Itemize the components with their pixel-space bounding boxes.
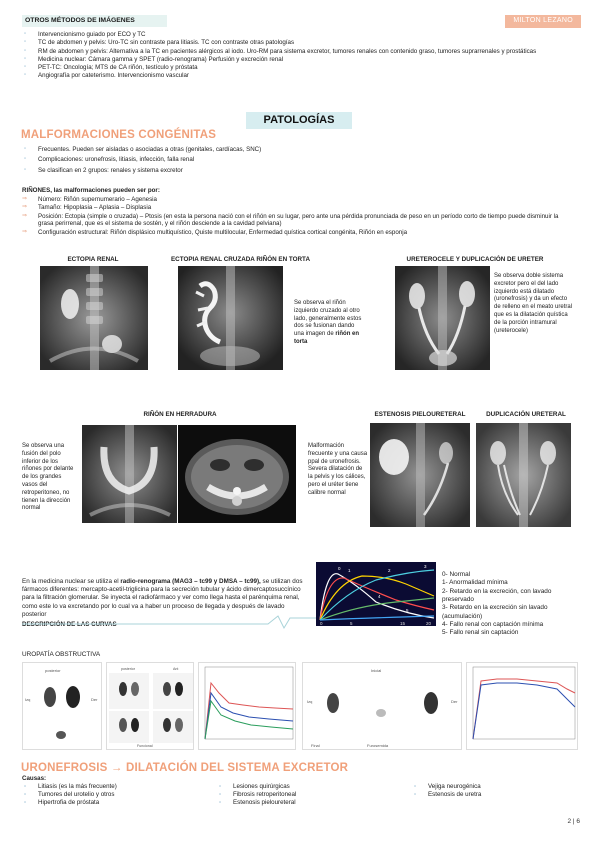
panel-label: Izq <box>307 699 313 704</box>
uropatia-title: UROPATÍA OBSTRUCTIVA <box>22 651 101 658</box>
section-title-otros-metodos: OTROS MÉTODOS DE IMÁGENES <box>22 15 167 27</box>
malformaciones-list <box>20 145 568 176</box>
panel-label: Furosemida <box>367 743 389 748</box>
scintigraphy-panel-3 <box>302 662 462 750</box>
note-emphasis: riñón en torta <box>294 331 360 345</box>
list-item: ▫ TC de abdomen y pelvis: Uro-TC sin contraste para litiasis. TC con contraste otras patologías <box>20 39 568 47</box>
panel-label: posterior <box>45 668 61 673</box>
list-item: ▫ Estenosis pieloureteral <box>215 799 410 807</box>
note-ureterocele: Se observa doble sistema excretor pero el del lado izquierdo está dilatado (uronefrosis) y da un efecto de relleno en el meato uretral que es la dilatación quística de la porción intramural (ureterocele) <box>494 273 573 334</box>
xray-image <box>395 266 490 370</box>
xray-ectopia-cruzada <box>178 266 283 370</box>
legend-item: 4- Fallo renal con captación mínima <box>442 620 544 628</box>
note-ectopia-cruzada <box>294 300 362 347</box>
caption-ureterocele: URETEROCELE Y DUPLICACIÓN DE URETER <box>406 256 544 263</box>
list-item: ▫ Angiografía por cateterismo. Intervencionismo vascular <box>20 72 568 80</box>
list-item: ▫ PET-TC: Oncología; MTS de CA riñón, testículo y próstata <box>20 64 568 72</box>
uropatia-curve-1 <box>198 662 296 750</box>
note-herradura: Se observa una fusión del polo inferior de los riñones por delante de los grandes vasos del retroperitoneo, no tienen la dirección normal <box>22 443 74 512</box>
ct-image <box>178 425 296 523</box>
rinones-list <box>20 196 575 237</box>
list-item: ▫ Tumores del urotelio y otros <box>20 791 215 799</box>
panel-label: Izq <box>25 697 31 702</box>
list-item: ▫ Hipertrofia de próstata <box>20 799 215 807</box>
legend-item: 2- Retardo en la excreción, con lavado preservado <box>442 587 552 603</box>
renogram-curve-label: 3 <box>424 564 427 569</box>
panel-label: Inicial <box>371 668 382 673</box>
list-item: ▫ Intervencionismo guiado por ECO y TC <box>20 31 568 39</box>
rinones-lead: RIÑONES, las malformaciones pueden ser por: <box>22 187 160 194</box>
curve-image <box>467 663 579 751</box>
caption-ectopia-renal: ECTOPIA RENAL <box>67 256 119 263</box>
causas-col-3 <box>410 783 570 806</box>
xray-ectopia-renal <box>40 266 148 370</box>
xray-duplicacion <box>476 423 571 527</box>
list-item: ▫ Medicina nuclear: Cámara gamma y SPET (radio-renograma) Perfusión y excreción renal <box>20 56 568 64</box>
panel-label: Der <box>451 699 458 704</box>
scintigraphy-panel-2 <box>106 662 194 750</box>
scintigraphy-image <box>23 663 103 751</box>
panel-label: Funcional <box>137 744 153 748</box>
renograma-emphasis: radio-renograma (MAG3 – tc99 y DMSA – tc99), <box>120 578 261 585</box>
legend-item: 5- Fallo renal sin captación <box>442 629 519 637</box>
curvas-legend <box>442 571 582 638</box>
list-item: ▫ RM de abdomen y pelvis: Alternativa a la TC en pacientes alérgicos al iodo. Uro-RM para sistema excretor, tumores renales con contenido graso, tumores suprarrenales y prostáticas <box>20 48 568 56</box>
list-item: ⇒ Número: Riñón supernumerario – Agenesia <box>20 196 575 204</box>
xray-image <box>370 423 470 527</box>
curve-image <box>199 663 297 751</box>
renogram-curve-5 <box>320 616 434 620</box>
renogram-x-tick: 20 <box>426 621 432 626</box>
connector-line <box>22 606 327 630</box>
renogram-curve-label: 2 <box>388 568 391 573</box>
xray-image <box>82 425 177 523</box>
renogram-svg <box>316 562 436 626</box>
causas-col-1 <box>20 783 215 806</box>
renogram-curve-label: 4 <box>378 594 381 599</box>
xray-image <box>40 266 148 370</box>
list-item: ▫ Vejiga neurogénica <box>410 783 570 791</box>
xray-estenosis <box>370 423 470 527</box>
list-item: ▫ Estenosis de uretra <box>410 791 570 799</box>
list-item: ▫ Se clasifican en 2 grupos: renales y sistema excretor <box>20 166 568 176</box>
legend-item: 3- Retardo en la excreción sin lavado (acumulación) <box>442 604 548 620</box>
renograma-text: En la medicina nuclear se utiliza el <box>22 578 121 585</box>
caption-estenosis: ESTENOSIS PIELOURETERAL <box>374 411 466 418</box>
renogram-x-tick: 0 <box>320 621 323 626</box>
causas-label: Causas: <box>22 775 47 782</box>
list-item: ▫ Complicaciones: uronefrosis, litiasis, infección, falla renal <box>20 155 568 165</box>
note-text: Se observa el riñón izquierdo cruzado al otro lado, generalmente estos dos se fusionan dando una imagen de <box>294 300 362 338</box>
panel-label: Final <box>311 743 320 748</box>
renogram-x-tick: 5 <box>350 621 353 626</box>
uropatia-curve-2 <box>466 662 578 750</box>
renogram-curve-0 <box>320 574 434 620</box>
scintigraphy-image <box>303 663 463 751</box>
legend-item: 1- Anormalidad mínima <box>442 579 508 587</box>
curvas-title: DESCRIPCIÓN DE LAS CURVAS <box>22 621 117 628</box>
list-item: ▫ Frecuentes. Pueden ser aisladas o asociadas a otras (genitales, cardíacas, SNC) <box>20 145 568 155</box>
patologias-title: PATOLOGÍAS <box>246 112 352 129</box>
page-number: 2 | 6 <box>567 818 580 825</box>
renogram-curve-label: 0 <box>338 566 341 571</box>
scintigraphy-panel-1 <box>22 662 102 750</box>
author-badge: MILTON LEZANO <box>505 15 581 28</box>
otros-metodos-list <box>20 31 568 81</box>
caption-herradura: RIÑÓN EN HERRADURA <box>143 411 217 418</box>
panel-label: Der <box>91 697 98 702</box>
list-item: ▫ Litiasis (es la más frecuente) <box>20 783 215 791</box>
scintigraphy-image <box>107 663 195 751</box>
uronefrosis-title: URONEFROSIS → DILATACIÓN DEL SISTEMA EXCRETOR <box>21 762 349 774</box>
renogram-chart <box>316 562 436 626</box>
legend-item: 0- Normal <box>442 571 471 578</box>
malformaciones-title: MALFORMACIONES CONGÉNITAS <box>21 129 217 141</box>
renograma-text: se utilizan dos fármacos diferentes: mercapto-acetil-triglicina para la secreción tubular y ácido dimercaptosuccínico para la filtración glomerular. Se inyecta el radiofármaco y ver como llega hasta el parénquima renal, como este lo va excretando por lo cual va a haber un proceso de llegada y después de lavado posterior <box>22 578 303 618</box>
list-item: ▫ Lesiones quirúrgicas <box>215 783 410 791</box>
note-estenosis: Malformación frecuente y una causa ppal de uronefrosis. Severa dilatación de la pelvis y los cálices, pero el uréter tiene calibre normal <box>308 443 368 496</box>
xray-ureterocele <box>395 266 490 370</box>
renogram-curve-3 <box>320 570 434 620</box>
caption-ectopia-cruzada: ECTOPIA RENAL CRUZADA RIÑÓN EN TORTA <box>170 256 310 263</box>
renogram-curve-label: 5 <box>406 608 409 613</box>
xray-image <box>178 266 283 370</box>
panel-label: Ant <box>173 667 179 671</box>
xray-image <box>476 423 571 527</box>
xray-herradura <box>82 425 177 523</box>
causas-columns <box>20 783 580 806</box>
ct-herradura <box>178 425 296 523</box>
list-item: ⇒ Posición: Ectopia (simple o cruzada) – Ptosis (en esta la persona nació con el riñón en su lugar, pero ante una pérdida pronunciada de peso en un período corto de tiempo puede disminuir la grasa perirrenal, que es el sistema de sostén, y el riñón desciende a la cavidad pelviana) <box>20 213 575 229</box>
causas-col-2 <box>215 783 410 806</box>
caption-duplicacion: DUPLICACIÓN URETERAL <box>486 411 566 418</box>
list-item: ⇒ Configuración estructural: Riñón displásico multiquístico, Quiste multilocular, Enfermedad quística cortical congénita, Riñón en esponja <box>20 229 575 237</box>
renogram-x-tick: 15 <box>400 621 406 626</box>
panel-label: posterior <box>121 667 135 671</box>
list-item: ⇒ Tamaño: Hipoplasia – Aplasia – Displasia <box>20 204 575 212</box>
list-item: ▫ Fibrosis retroperitoneal <box>215 791 410 799</box>
renogram-curve-label: 1 <box>348 568 351 573</box>
